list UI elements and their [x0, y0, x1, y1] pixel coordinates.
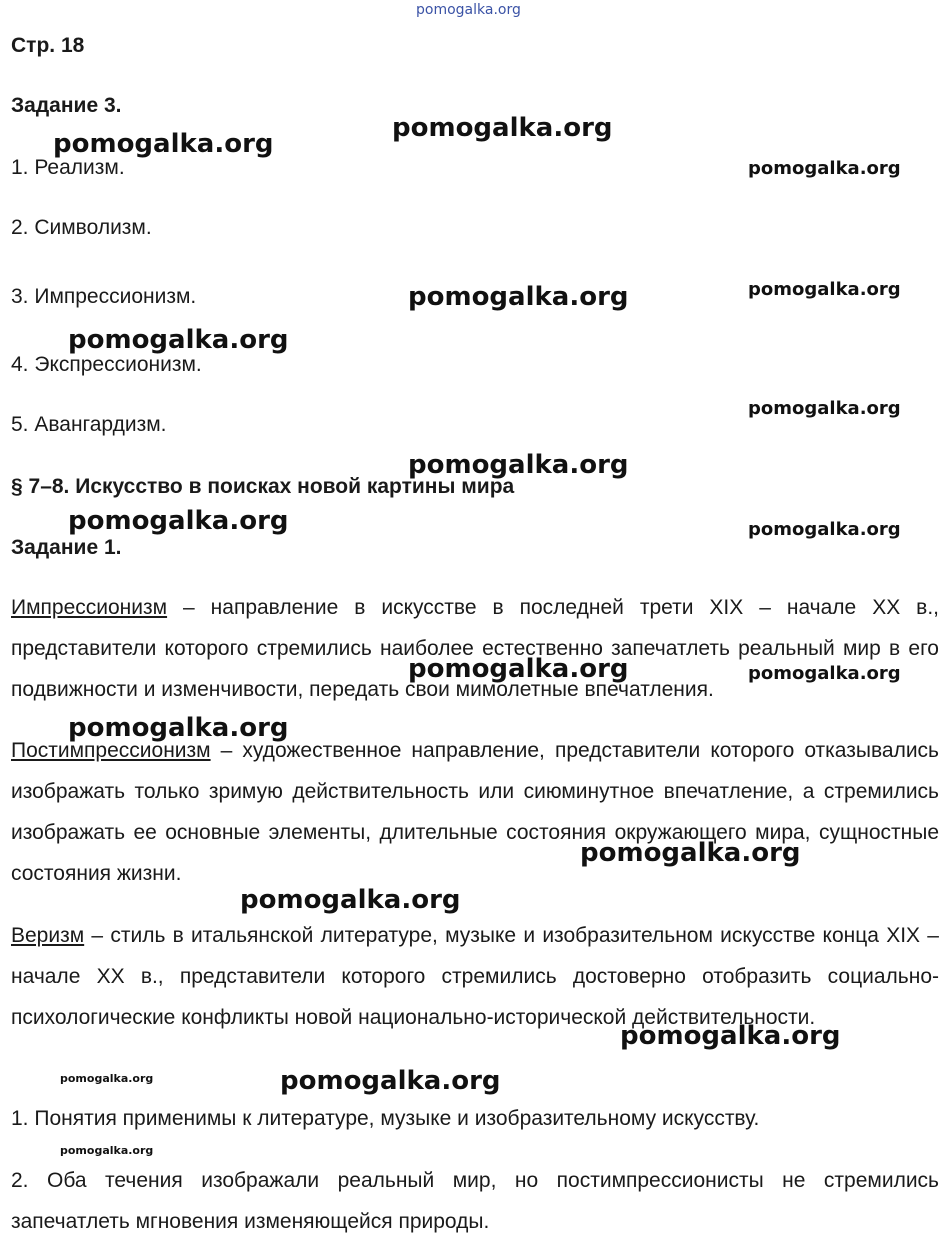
watermark: pomogalka.org: [408, 282, 629, 312]
watermark: pomogalka.org: [748, 398, 901, 419]
page-reference: Стр. 18: [11, 34, 85, 57]
top-watermark: pomogalka.org: [416, 2, 521, 18]
task3-item-4: 4. Экспрессионизм.: [11, 353, 202, 376]
definition-impressionism: [11, 587, 939, 710]
watermark: pomogalka.org: [748, 158, 901, 179]
task3-item-3: 3. Импрессионизм.: [11, 285, 197, 308]
task3-item-5: 5. Авангардизм.: [11, 413, 167, 436]
definition-term: Импрессионизм: [11, 596, 168, 619]
watermark: pomogalka.org: [748, 279, 901, 300]
watermark: pomogalka.org: [580, 838, 801, 868]
watermark: pomogalka.org: [68, 325, 289, 355]
definition-text: – направление в искусстве в последней трети XIX – начале XX в., представители которого стремились наиболее естественно запечатлеть реальный мир в его подвижности и изменчивости, передать свои мимолетные впечатления.: [11, 596, 939, 701]
definition-term: Постимпрессионизм: [11, 739, 211, 762]
definition-term: Веризм: [11, 924, 85, 947]
task3-item-2: 2. Символизм.: [11, 216, 152, 239]
task3-item-1: 1. Реализм.: [11, 156, 125, 179]
watermark: pomogalka.org: [392, 113, 613, 143]
watermark: pomogalka.org: [68, 713, 289, 743]
watermark: pomogalka.org: [408, 654, 629, 684]
watermark: pomogalka.org: [280, 1066, 501, 1096]
definition-text: – художественное направление, представители которого отказывались изображать только зримую действительность или сиюминутное впечатление, а стремились изображать ее основные элементы, длительные состояния окружающего мира, сущностные состояния жизни.: [11, 739, 939, 885]
watermark: pomogalka.org: [748, 519, 901, 540]
watermark: pomogalka.org: [748, 663, 901, 684]
definition-postimpressionism: [11, 730, 939, 894]
watermark: pomogalka.org: [60, 1072, 154, 1085]
task3-title: Задание 3.: [11, 94, 122, 117]
answer-1: 1. Понятия применимы к литературе, музыке и изобразительному искусству.: [11, 1107, 760, 1130]
watermark: pomogalka.org: [53, 129, 274, 159]
task1-title: Задание 1.: [11, 536, 122, 559]
watermark: pomogalka.org: [620, 1021, 841, 1051]
watermark: pomogalka.org: [68, 506, 289, 536]
definition-verism: [11, 915, 939, 1038]
section-title: § 7–8. Искусство в поисках новой картины мира: [11, 475, 515, 498]
watermark: pomogalka.org: [240, 885, 461, 915]
definition-text: – стиль в итальянской литературе, музыке и изобразительном искусстве конца XIX – начале XX в., представители которого стремились достоверно отобразить социально-психологические конфликты новой национально-исторической действительности.: [11, 924, 939, 1029]
watermark: pomogalka.org: [408, 450, 629, 480]
answer-2: 2. Оба течения изображали реальный мир, но постимпрессионисты не стремились запечатлеть мгновения изменяющейся природы.: [11, 1169, 939, 1233]
watermark: pomogalka.org: [60, 1144, 154, 1157]
